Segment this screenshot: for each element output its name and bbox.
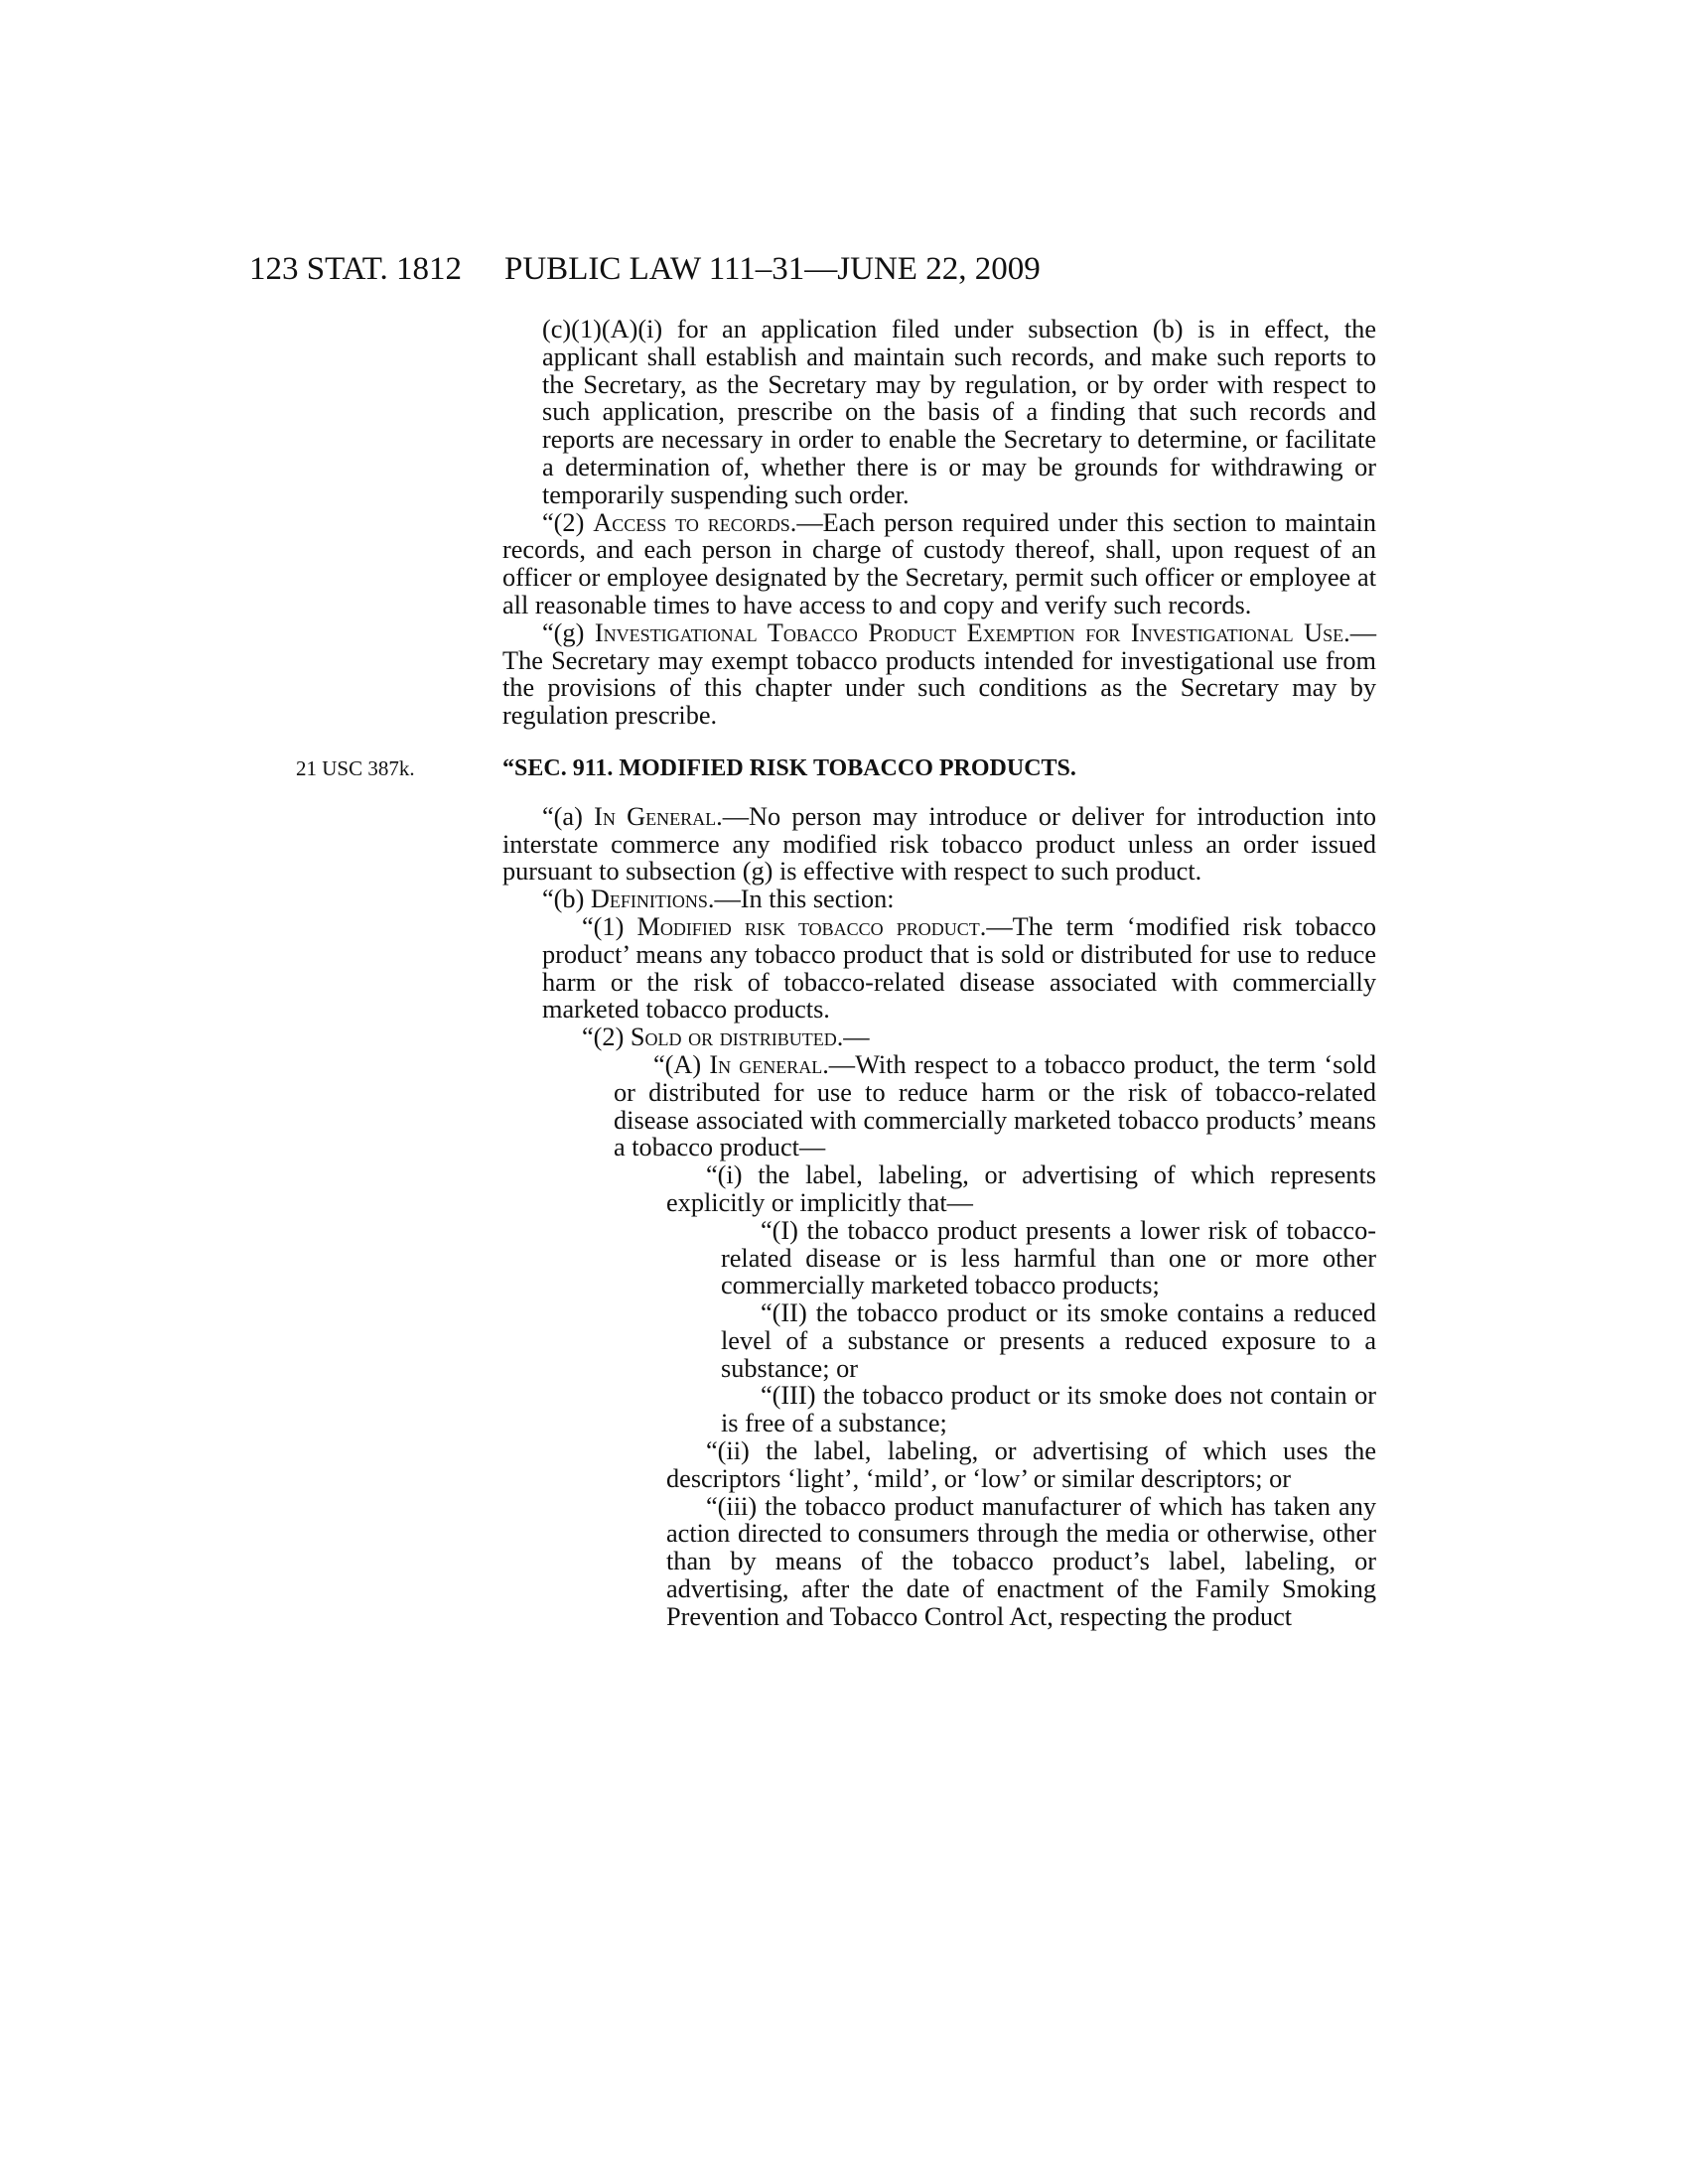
subsection-b [502,886,1376,913]
statute-page-number: 123 STAT. 1812 [249,251,463,287]
section-heading [296,754,1376,783]
paragraph-body: .— [836,1023,870,1052]
paragraph-number: “(a) [542,801,595,831]
clause-i: “(i) the label, labeling, or advertising of which represents explicitly or implicitly that— [666,1160,1376,1217]
subclause-II: “(II) the tobacco product or its smoke contains a reduced level of a substance or presents a reduced exposure to a substance; or [721,1298,1376,1383]
subsection-a [502,803,1376,886]
paragraph-heading: Modified risk tobacco product [636,911,980,941]
paragraph-number: “(b) [542,885,591,914]
paragraph-number: “(g) [542,617,595,647]
paragraph-c1-continued: (c)(1)(A)(i) for an application filed under subsection (b) is in effect, the applicant shall establish and maintain such records, and make such reports to the Secretary, as the Secretary may by regulation, or by order with respect to such application, prescribe on the basis of a finding that such records and reports are necessary in order to enable the Secretary to determine, or facilitate a determination of, whether there is or may be grounds for withdrawing or temporarily suspending such order. [542,315,1376,509]
paragraph-investigational-exemption [502,619,1376,730]
subclause-III: “(III) the tobacco product or its smoke does not contain or is free of a substance; [721,1381,1376,1438]
paragraph-heading: In general [709,1049,823,1079]
clause-ii: “(ii) the label, labeling, or advertising of which uses the descriptors ‘light’, ‘mild’, or ‘low’ or similar descriptors; or [666,1436,1376,1493]
section-title: “SEC. 911. MODIFIED RISK TOBACCO PRODUCTS. [502,754,1076,781]
page-header [0,249,1688,289]
body-text [296,315,1377,1631]
subparagraph-A [502,1051,1376,1161]
paragraph-heading: Sold or distributed [630,1023,837,1052]
paragraph-number: “(2) [582,1023,631,1052]
paragraph-heading: Definitions [590,885,708,914]
subclause-I: “(I) the tobacco product presents a lower risk of tobacco-related disease or is less harmful than one or more other commercially marketed tobacco products; [721,1215,1376,1300]
paragraph-body: .—The term ‘modified risk tobacco product’ means any tobacco product that is sold or distributed for use to reduce harm or the risk of tobacco-related disease associated with commercially marketed tobacco products. [542,911,1377,1024]
paragraph-number: “(A) [653,1049,710,1079]
definition-1 [502,913,1376,1024]
definition-2 [502,1024,1376,1051]
running-head: PUBLIC LAW 111–31—JUNE 22, 2009 [504,251,1041,287]
paragraph-number: “(1) [582,911,637,941]
paragraph-heading: Investigational Tobacco Product Exemption for Investigational Use [594,617,1344,647]
paragraph-body: .—The Secretary may exempt tobacco products intended for investigational use from the provisions of this chapter under such conditions as the Secretary may by regulation prescribe. [502,617,1377,731]
paragraph-number: “(2) [542,507,594,537]
paragraph-heading: Access to records [593,507,790,537]
paragraph-access-to-records [502,509,1376,619]
paragraph-body: .—In this section: [707,885,895,914]
paragraph-heading: In General [594,801,717,831]
clause-iii: “(iii) the tobacco product manufacturer of which has taken any action directed to consumers through the media or otherwise, other than by means of the tobacco product’s label, labeling, or advertising, after the date of enactment of the Family Smoking Prevention and Tobacco Control Act, respecting the product [666,1491,1376,1631]
margin-citation: 21 USC 387k. [296,755,415,780]
paragraph-body: .—With respect to a tobacco product, the term ‘sold or distributed for use to reduce harm or the risk of tobacco-related disease associated with commercially marketed tobacco products’ means a tobacco product— [614,1049,1376,1162]
paragraph-body: .—No person may introduce or deliver for introduction into interstate commerce any modified risk tobacco product unless an order issued pursuant to subsection (g) is effective with respect to such product. [502,801,1377,887]
paragraph-body: .—Each person required under this section to maintain records, and each person in charge of custody thereof, shall, upon request of an officer or employee designated by the Secretary, permit such officer or employee at all reasonable times to have access to and copy and verify such records. [502,507,1376,619]
